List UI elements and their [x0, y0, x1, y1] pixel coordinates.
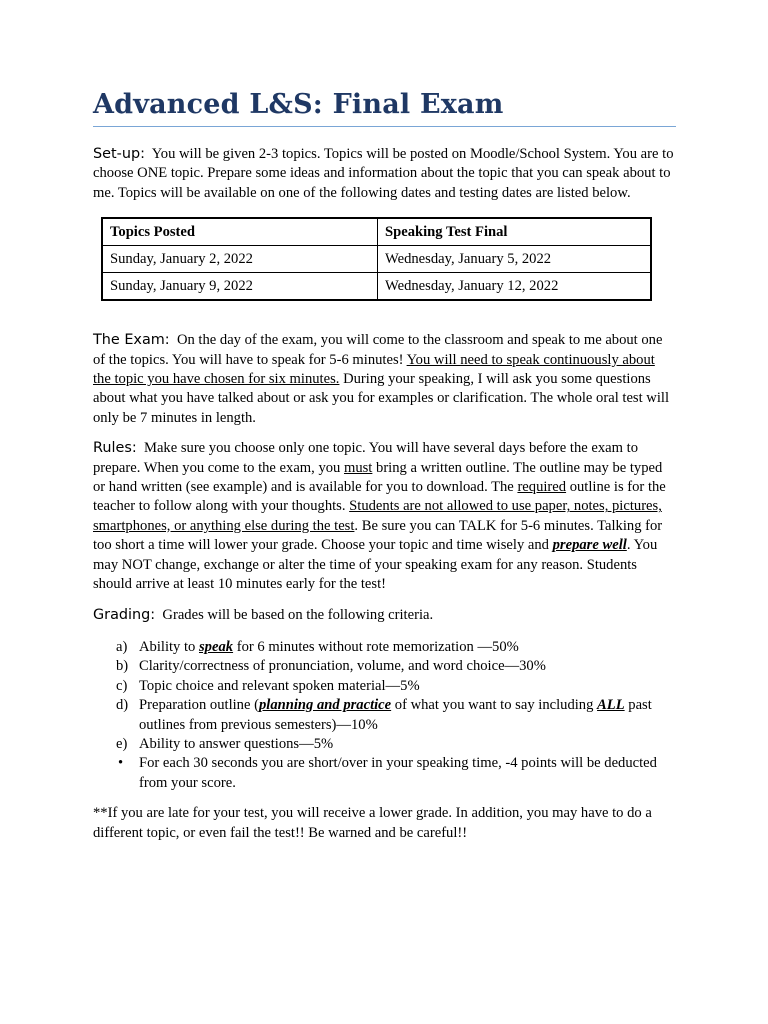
list-item-text: past outlines from previous semesters)—10%: [139, 697, 652, 733]
list-marker: a): [116, 638, 128, 655]
bullet-icon: •: [118, 755, 124, 772]
list-marker: d): [116, 697, 129, 714]
rules-underlined-text: must: [343, 459, 373, 476]
late-note: **If you are late for your test, you will receive a lower grade. In addition, you may have to do a different topic, or even fail the test!! Be warned and be careful!!: [93, 805, 652, 841]
rules-text: bring a written outline. The outline may be typed or hand written (see example) and is available for you to download. The: [93, 459, 663, 496]
list-item-text: for 6 minutes without rote memorization —50%: [233, 638, 519, 655]
grading-paragraph: [93, 606, 676, 625]
table-cell: Sunday, January 2, 2022: [102, 246, 378, 273]
list-item-emphasis: ALL: [597, 697, 625, 714]
exam-text: During your speaking, I will ask you some questions about what you have talked about or ask you for examples or clarification. The whole oral test will only be 7 minutes in length.: [93, 371, 670, 426]
table-cell: Wednesday, January 12, 2022: [378, 273, 652, 301]
grading-criteria-list: [93, 638, 676, 793]
rules-text: . Be sure you can TALK for 5-6 minutes. Talking for too short a time will lower your grade. Choose your topic and time wisely and: [93, 517, 663, 554]
list-item-text: For each 30 seconds you are short/over in your speaking time, -4 points will be deducted from your score.: [139, 755, 657, 791]
list-item-text: Preparation outline (: [139, 697, 259, 714]
exam-text: On the day of the exam, you will come to the classroom and speak to me about one of the topics. You will have to speak for 5-6 minutes!: [93, 332, 663, 368]
list-item-text: Ability to answer questions—5%: [139, 735, 334, 752]
list-item: [93, 754, 676, 793]
rules-text: Make sure you choose only one topic. You will have several days before the exam to prepare. When you come to the exam, you: [93, 440, 639, 476]
list-item: [93, 657, 676, 676]
list-item-text: of what you want to say including: [391, 697, 598, 714]
table-header-cell: Speaking Test Final: [378, 218, 652, 246]
grading-text: Grades will be based on the following criteria.: [162, 606, 434, 623]
table-header-row: [102, 218, 651, 246]
setup-text: You will be given 2-3 topics. Topics will be posted on Moodle/School System. You are to choose ONE topic. Prepare some ideas and information about the topic that you can speak about to me. Topics will be available on one of the following dates and testing dates are listed below.: [93, 146, 674, 201]
setup-paragraph: [93, 145, 676, 203]
grading-heading: Grading:: [93, 606, 156, 623]
list-item-emphasis: speak: [199, 638, 234, 655]
list-marker: c): [116, 677, 128, 694]
table-cell: Sunday, January 9, 2022: [102, 273, 378, 301]
table-cell: Wednesday, January 5, 2022: [378, 246, 652, 273]
rules-paragraph: [93, 439, 676, 594]
rules-underlined-text: required: [517, 479, 567, 496]
rules-text: . You may NOT change, exchange or alter the time of your speaking exam for any reason. Students should arrive at least 10 minutes early for the test!: [93, 537, 658, 593]
list-item: [93, 638, 676, 657]
setup-heading: Set-up:: [93, 146, 145, 162]
rules-text: outline is for the teacher to follow along with your thoughts.: [93, 479, 666, 515]
dates-table: [101, 217, 652, 301]
exam-underlined-text: You will need to speak continuously about the topic you have chosen for six minutes.: [93, 351, 655, 388]
list-item-text: Clarity/correctness of pronunciation, volume, and word choice—30%: [139, 658, 546, 675]
page-title: Advanced L&S: Final Exam: [93, 88, 676, 127]
rules-emphasis-text: prepare well: [552, 537, 627, 554]
list-item: [93, 735, 676, 754]
list-item: [93, 696, 676, 735]
list-item: [93, 677, 676, 696]
list-item-emphasis: planning and practice: [258, 697, 392, 714]
rules-underlined-text: Students are not allowed to use paper, notes, pictures, smartphones, or anything else during the test: [93, 498, 662, 534]
rules-heading: Rules:: [93, 440, 137, 457]
list-item-text: Ability to: [139, 638, 199, 655]
table-row: [102, 273, 651, 301]
list-marker: b): [116, 658, 129, 675]
exam-paragraph: [93, 331, 676, 428]
document-page: [93, 88, 676, 843]
exam-heading: The Exam:: [93, 332, 170, 349]
table-header-cell: Topics Posted: [102, 218, 378, 246]
list-item-text: Topic choice and relevant spoken material—5%: [139, 677, 420, 694]
table-row: [102, 246, 651, 273]
list-marker: e): [116, 735, 128, 752]
